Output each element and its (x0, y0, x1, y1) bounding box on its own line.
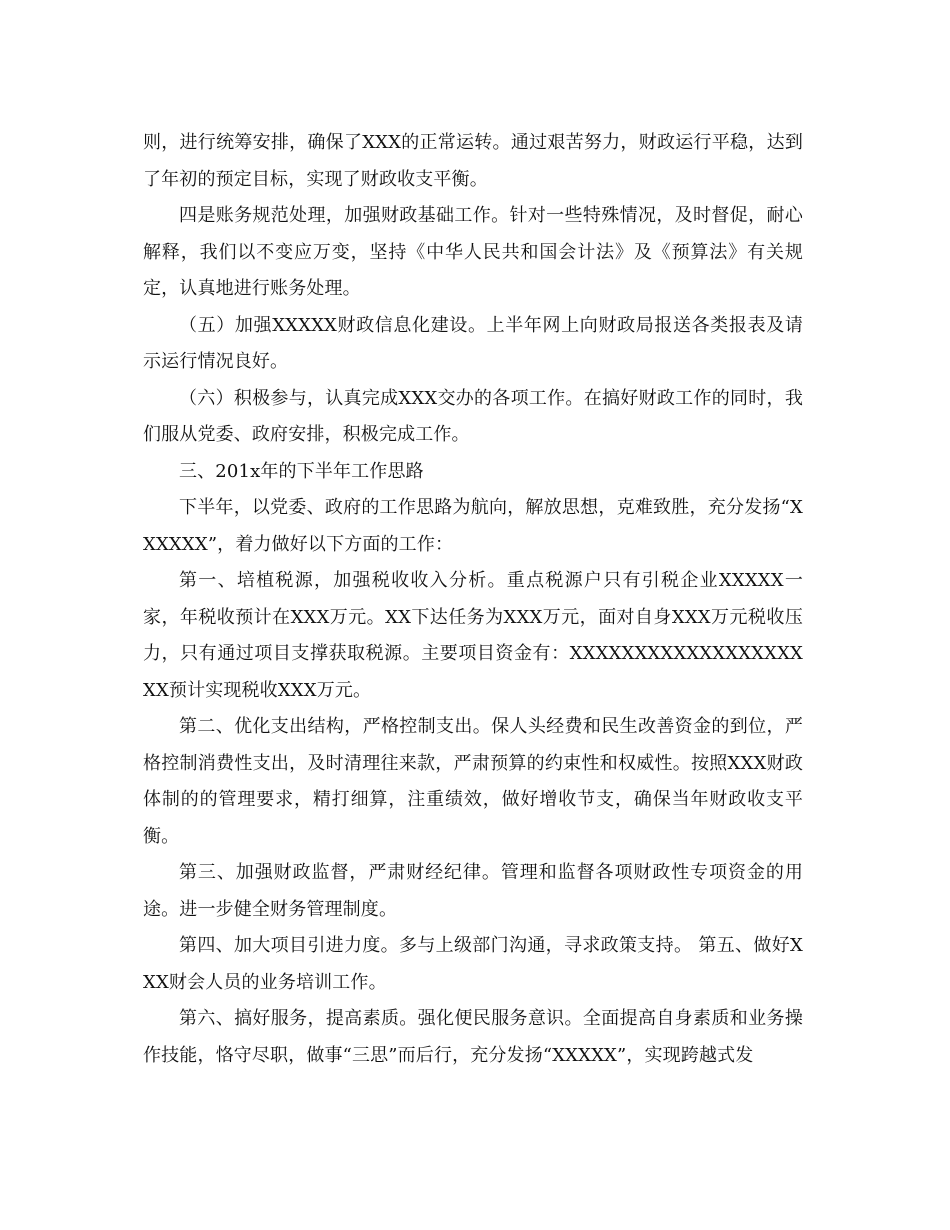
paragraph-10: 第四、加大项目引进力度。多与上级部门沟通，寻求政策支持。 第五、做好XXX财会人员的业务培训工作。 (143, 935, 803, 993)
paragraph-3: （五）加强XXXXX财政信息化建设。上半年网上向财政局报送各类报表及请示运行情况良好。 (143, 314, 803, 372)
paragraph-9: 第三、加强财政监督，严肃财经纪律。管理和监督各项财政性专项资金的用途。进一步健全财务管理制度。 (143, 862, 803, 920)
paragraph-2: 四是账务规范处理，加强财政基础工作。针对一些特殊情况，及时督促，耐心解释，我们以不变应万变，坚持《中华人民共和国会计法》及《预算法》有关规定，认真地进行账务处理。 (143, 205, 803, 299)
paragraph-11: 第六、搞好服务，提高素质。强化便民服务意识。全面提高自身素质和业务操作技能，恪守尽职，做事“三思”而后行，充分发扬“XXXXX”，实现跨越式发 (143, 1008, 803, 1066)
paragraph-6: 下半年，以党委、政府的工作思路为航向，解放思想，克难致胜，充分发扬“XXXXXX”，着力做好以下方面的工作： (143, 497, 803, 555)
paragraph-8: 第二、优化支出结构，严格控制支出。保人头经费和民生改善资金的到位，严格控制消费性支出，及时清理往来款，严肃预算的约束性和权威性。按照XXX财政体制的的管理要求，精打细算，注重绩效，做好增收节支，确保当年财政收支平衡。 (143, 716, 803, 847)
section-heading-3: 三、201x年的下半年工作思路 (179, 460, 424, 482)
paragraph-4: （六）积极参与，认真完成XXX交办的各项工作。在搞好财政工作的同时，我们服从党委、政府安排，积极完成工作。 (143, 387, 803, 445)
paragraph-1: 则，进行统筹安排，确保了XXX的正常运转。通过艰苦努力，财政运行平稳，达到了年初的预定目标，实现了财政收支平衡。 (143, 132, 803, 190)
paragraph-7: 第一、培植税源，加强税收收入分析。重点税源户只有引税企业XXXXX一家，年税收预计在XXX万元。XX下达任务为XXX万元，面对自身XXX万元税收压力，只有通过项目支撑获取税源。主要项目资金有：XXXXXXXXXXXXXXXXXXXX预计实现税收XXX万元。 (143, 570, 803, 701)
document-body (143, 125, 803, 1074)
